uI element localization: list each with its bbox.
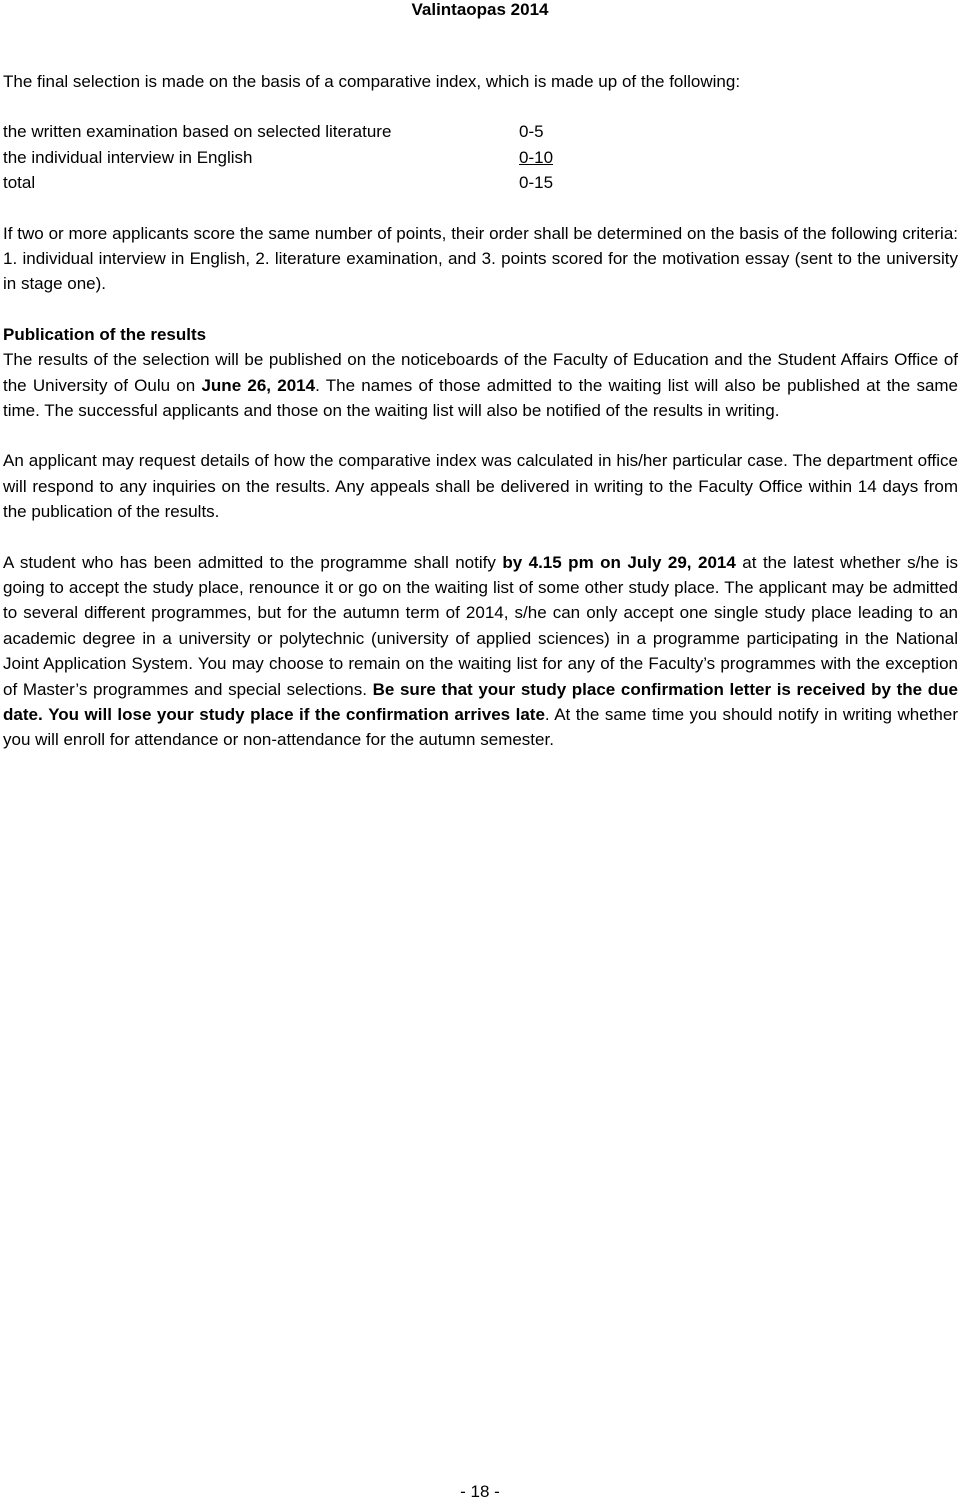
score-value: 0-10 bbox=[519, 147, 554, 167]
score-row bbox=[3, 119, 958, 144]
score-label: total bbox=[3, 173, 36, 193]
score-label: the individual interview in English bbox=[3, 147, 253, 167]
confirmation-warning-late: You will lose your study place if the confirmation arrives late bbox=[48, 705, 545, 725]
score-row bbox=[3, 170, 958, 195]
publication-paragraph: The results of the selection will be published on the noticeboards of the Faculty of Education and the Student Affairs Office of the University of Oulu on June 26, 2014. The names of those admitted to the waiting list will also be published at the same time. The successful applicants and those on the waiting list will also be notified of the results in writing. bbox=[3, 350, 959, 421]
score-value: 0-5 bbox=[519, 122, 544, 142]
section-heading: Publication of the results bbox=[3, 324, 207, 344]
confirmation-warning: Be sure that your study place confirmation letter is received by the due date. bbox=[3, 679, 959, 725]
page-number: - 18 - bbox=[460, 1482, 500, 1501]
page-content bbox=[3, 69, 958, 753]
confirmation-paragraph: A student who has been admitted to the programme shall notify by 4.15 pm on July 29, 2014 at the latest whether s/he is going to accept the study place, renounce it or go on the waiting list of some other study place. The applicant may be admitted to several different programmes, but for the autumn term of 2014, s/he can only accept one single study place leading to an academic degree in a university or polytechnic (university of applied sciences) in a programme participating in the National Joint Application System. You may choose to remain on the waiting list for any of the Faculty’s programmes with the exception of Master’s programmes and special selections. Be sure that your study place confirmation letter is received by the due date. You will lose your study place if the confirmation arrives late. At the same time you should notify in writing whether you will enroll for attendance or non-attendance for the autumn semester. bbox=[3, 552, 959, 750]
intro-paragraph: The final selection is made on the basis of a comparative index, which is made up of the following: bbox=[3, 72, 741, 91]
tie-break-paragraph: If two or more applicants score the same number of points, their order shall be determined on the basis of the following criteria: 1. individual interview in English, 2. literature examination, and 3. points scored for the motivation essay (sent to the university in stage one). bbox=[3, 223, 958, 294]
score-label: the written examination based on selected literature bbox=[3, 122, 392, 142]
score-row bbox=[3, 145, 958, 170]
appeals-paragraph: An applicant may request details of how the comparative index was calculated in his/her particular case. The department office will respond to any inquiries on the results. Any appeals shall be delivered in writing to the Faculty Office within 14 days from the publication of the results. bbox=[3, 451, 958, 522]
page-header: Valintaopas 2014 bbox=[411, 0, 549, 19]
score-value: 0-15 bbox=[519, 173, 554, 193]
publication-date: June 26, 2014 bbox=[201, 375, 316, 395]
score-table bbox=[3, 119, 958, 195]
confirmation-deadline: by 4.15 pm on July 29, 2014 bbox=[502, 552, 736, 572]
